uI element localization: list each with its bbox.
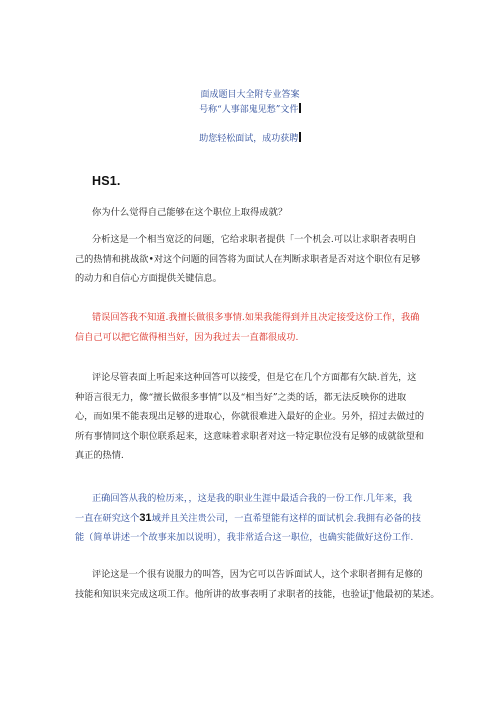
right-answer-line: 正确回答从我的检历来，，这是我的职业生涯中最适合我的一份工作.几年来，我 xyxy=(92,493,412,504)
text-cursor-icon xyxy=(299,132,301,142)
comment2-paragraph xyxy=(75,565,440,604)
header-subtitle xyxy=(0,102,500,115)
analysis-line: 己的热情和挑战欲•对这个问题的回答将为面试人在判断求职者是否对这个职位有足够 xyxy=(75,253,421,265)
comment-line: 评论尽管表面上听起来这种回答可以接受，但是它在几个方面都有欠缺.首先，这 xyxy=(92,372,417,383)
right-answer-line xyxy=(75,509,430,529)
right-answer-line: 能（简单讲述一个故事来加以说明），我非常适合这一职位，也确实能做好这份工作. xyxy=(75,532,414,543)
header-tagline-text: 助您轻松面试，成功获聘 xyxy=(199,134,299,144)
text-cursor-icon xyxy=(299,103,301,113)
right-answer-text: 域并且关注贵公司，一直希望能有这样的面试机会.我拥有必备的技 xyxy=(151,512,421,524)
comment2-line: 评论这是一个很有说服力的叫答，因为它可以告诉面试人，这个求职者拥有足修的 xyxy=(92,569,423,580)
comment-line: 心，而如果不能表现出足够的进取心，你就很难进入最好的企业。另外，招过去做过的 xyxy=(75,411,425,422)
analysis-line: 分析这是一个相当宽泛的问题，它给求职者提供「一个机会.可以让求职者表明自 xyxy=(92,234,417,245)
comment-paragraph xyxy=(75,368,430,466)
analysis-line: 的动力和自信心方面提供关键信息。 xyxy=(75,273,222,284)
header-subtitle-text: 号称“人事部鬼见愁”文件 xyxy=(199,105,299,115)
analysis-paragraph xyxy=(75,230,430,289)
comment-line: 种语言很无力，像“擅长做很多事情”以及“相当好”之类的话，都无法反映你的进取 xyxy=(75,391,407,403)
comment2-line: 技能和知识来完成这项工作。他所讲的故事表明了求职者的技能，也验证J'他最初的某述。 xyxy=(75,588,440,600)
header-tagline xyxy=(0,131,500,144)
wrong-answer-paragraph xyxy=(75,308,430,347)
wrong-answer-line: 信自己可以把它做得相当好，因为我过去一直都很成功. xyxy=(75,331,299,343)
wrong-answer-line: 错误回答我不知道.我擅长做很多事情.如果我能得到并且决定接受这份工作，我确 xyxy=(92,312,420,323)
right-answer-text: 一直在研究这个 xyxy=(75,512,140,524)
comment-line: 所有事情同这个职位联系起来，这意味着求职者对这一特定职位没有足够的成就欲望和 xyxy=(75,430,425,442)
section-heading: HS1. xyxy=(92,174,121,188)
right-answer-paragraph xyxy=(75,489,430,548)
comment-line: 真正的热情. xyxy=(75,450,124,461)
right-answer-number: 31 xyxy=(139,511,152,524)
header-title: 面成题目大全附专业答案 xyxy=(200,90,300,100)
question-text: 你为什么觉得自己能够在这个职位上取得成就？ xyxy=(92,207,288,218)
